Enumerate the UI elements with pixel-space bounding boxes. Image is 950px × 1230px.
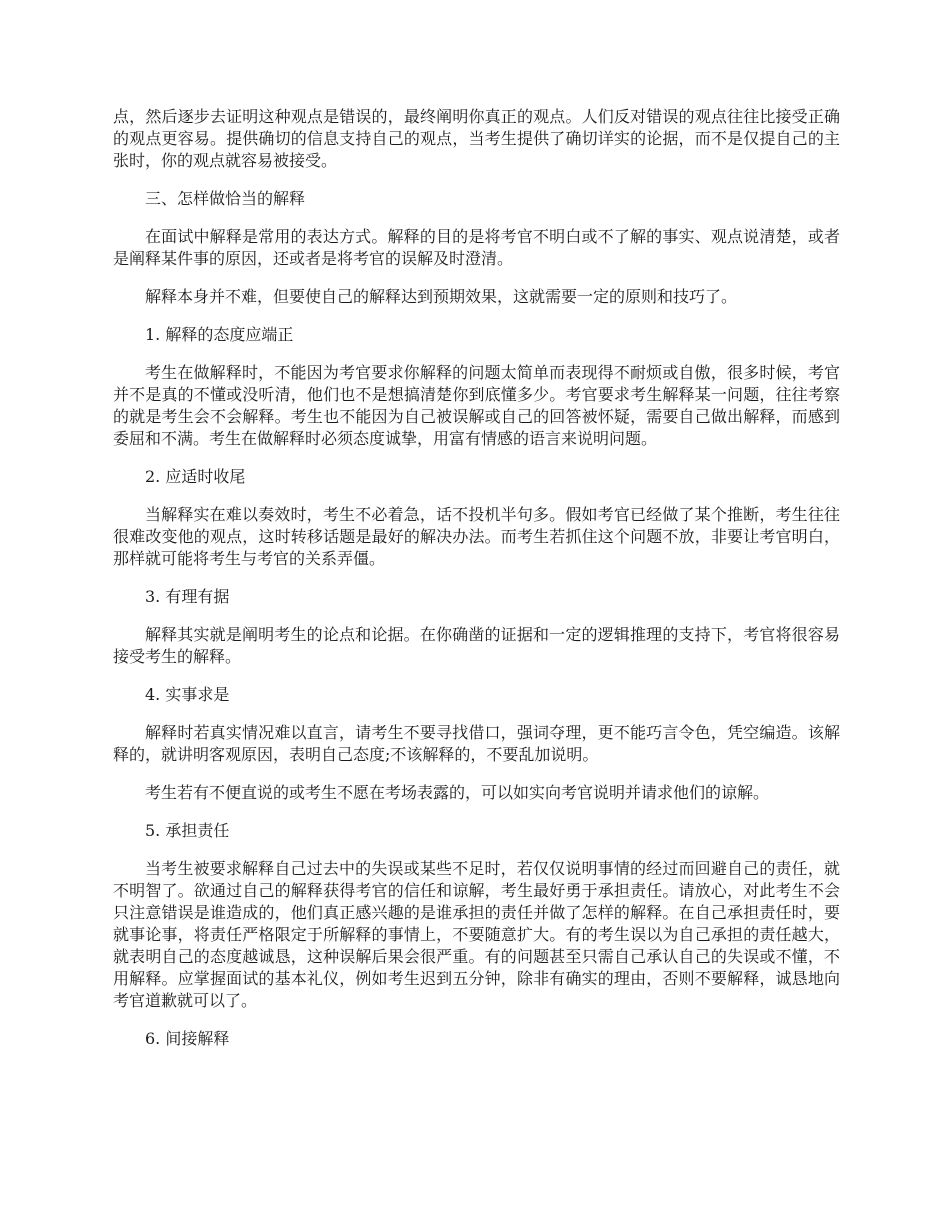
paragraph: 解释其实就是阐明考生的论点和论据。在你确凿的证据和一定的逻辑推理的支持下，考官将很容易接受考生的解释。	[113, 625, 840, 666]
section-heading: 三、怎样做恰当的解释	[145, 189, 306, 208]
subheading: 3. 有理有据	[145, 587, 230, 606]
subheading: 2. 应适时收尾	[145, 467, 246, 486]
paragraph: 考生若有不便直说的或考生不愿在考场表露的，可以如实向考官说明并请求他们的谅解。	[145, 783, 770, 802]
paragraph: 解释本身并不难，但要使自己的解释达到预期效果，这就需要一定的原则和技巧了。	[145, 287, 738, 306]
paragraph: 考生在做解释时，不能因为考官要求你解释的问题太简单而表现得不耐烦或自傲，很多时候，考官并不是真的不懂或没听清，他们也不是想搞清楚你到底懂多少。考官要求考生解释某一问题，往往考察的就是考生会不会解释。考生也不能因为自己被误解或自己的回答被怀疑，需要自己做出解释，而感到委屈和不满。考生在做解释时必须态度诚挚，用富有情感的语言来说明问题。	[113, 363, 840, 448]
paragraph: 当解释实在难以奏效时，考生不必着急，话不投机半句多。假如考官已经做了某个推断，考生往往很难改变他的观点，这时转移话题是最好的解决办法。而考生若抓住这个问题不放，非要让考官明白，那样就可能将考生与考官的关系弄僵。	[113, 505, 840, 568]
subheading: 1. 解释的态度应端正	[145, 325, 294, 344]
document-page	[113, 106, 840, 1066]
paragraph: 当考生被要求解释自己过去中的失误或某些不足时，若仅仅说明事情的经过而回避自己的责任，就不明智了。欲通过自己的解释获得考官的信任和谅解，考生最好勇于承担责任。请放心，对此考生不会只注意错误是谁造成的，他们真正感兴趣的是谁承担的责任并做了怎样的解释。在自己承担责任时，要就事论事，将责任严格限定于所解释的事情上，不要随意扩大。有的考生误以为自己承担的责任越大，就表明自己的态度越诚恳，这种误解后果会很严重。有的问题甚至只需自己承认自己的失误或不懂，不用解释。应掌握面试的基本礼仪，例如考生迟到五分钟，除非有确实的理由，否则不要解释，诚恳地向考官道歉就可以了。	[113, 859, 840, 1010]
subheading: 4. 实事求是	[145, 685, 230, 704]
paragraph: 点，然后逐步去证明这种观点是错误的，最终阐明你真正的观点。人们反对错误的观点往往比接受正确的观点更容易。提供确切的信息支持自己的观点，当考生提供了确切详实的论据，而不是仅提自己的主张时，你的观点就容易被接受。	[113, 107, 840, 170]
subheading: 5. 承担责任	[145, 821, 230, 840]
subheading: 6. 间接解释	[145, 1029, 230, 1048]
paragraph: 解释时若真实情况难以直言，请考生不要寻找借口，强词夺理，更不能巧言令色，凭空编造。该解释的，就讲明客观原因，表明自己态度;不该解释的，不要乱加说明。	[113, 723, 840, 764]
paragraph: 在面试中解释是常用的表达方式。解释的目的是将考官不明白或不了解的事实、观点说清楚，或者是阐释某件事的原因，还或者是将考官的误解及时澄清。	[113, 227, 840, 268]
